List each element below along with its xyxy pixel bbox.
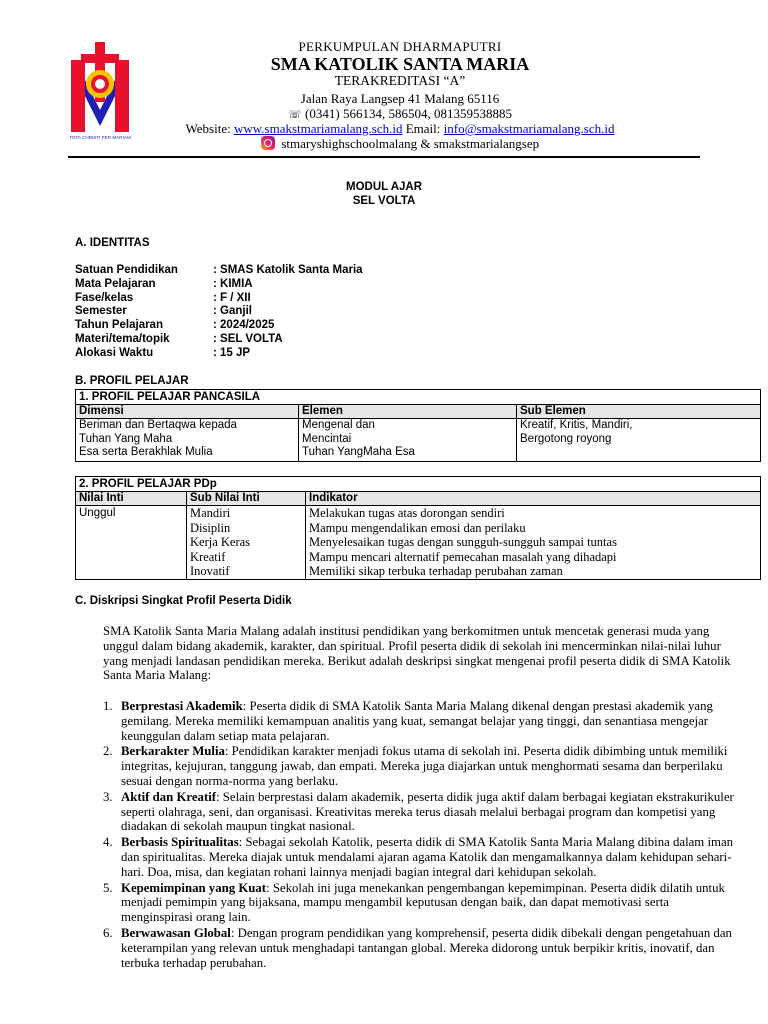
email-link[interactable]: info@smakstmariamalang.sch.id [443, 121, 615, 136]
header-divider [68, 156, 700, 158]
col-dimensi: Dimensi [76, 405, 299, 419]
pancasila-table [75, 389, 761, 462]
deskripsi-intro: SMA Katolik Santa Maria Malang adalah institusi pendidikan yang berkomitmen untuk mencetak generasi muda yang unggul dalam bidang akademik, karakter, dan spiritual. Profil peserta didik di sekolah ini mencerminkan nilai-nilai luhur yang menjadi landasan pendidikan mereka. Berikut adalah deskripsi singkat mengenai profil peserta didik di SMA Katolik Santa Maria Malang: [103, 624, 731, 683]
col-indikator: Indikator [306, 492, 761, 506]
dimensi-cell: Beriman dan Bertaqwa kepada Tuhan Yang Maha Esa serta Berakhlak Mulia [76, 419, 299, 462]
identitas-row: Tahun Pelajaran : 2024/2025 [75, 319, 275, 332]
school-address: Jalan Raya Langsep 41 Malang 65116 [300, 91, 500, 106]
sub-nilai-cell: Mandiri Disiplin Kerja Keras Kreatif Inovatif [187, 506, 306, 580]
email-label: Email: [402, 121, 444, 136]
school-logo [68, 40, 132, 144]
identitas-row: Fase/kelas : F / XII [75, 291, 251, 304]
profil-list [103, 699, 735, 971]
list-item: 4. Berbasis Spiritualitas: Sebagai sekolah Katolik, peserta didik di SMA Katolik Santa Maria Malang dibina dalam iman dan spiritualitas. Mereka diajak untuk mendalami ajaran agama Katolik dan mengamalkannya dalam kehidupan sehari-hari. Doa, misa, dan kegiatan rohani lainnya menjadi bagian integral dari kehidupan sekolah. [103, 835, 734, 879]
instagram-line [150, 136, 650, 152]
section-deskripsi-heading: C. Diskripsi Singkat Profil Peserta Didik [75, 595, 292, 607]
col-sub-nilai: Sub Nilai Inti [187, 492, 306, 506]
website-label: Website: [185, 121, 234, 136]
section-profil-heading: B. PROFIL PELAJAR [75, 375, 189, 387]
col-nilai-inti: Nilai Inti [76, 492, 187, 506]
identitas-row: Semester : Ganjil [75, 305, 252, 318]
col-elemen: Elemen [299, 405, 517, 419]
col-sub-elemen: Sub Elemen [517, 405, 761, 419]
list-item: 5. Kepemimpinan yang Kuat: Sekolah ini juga menekankan pengembangan kepemimpinan. Peserta didik dilatih untuk menjadi pemimpin yang bijaksana, mampu mengambil keputusan dengan baik, dan dapat memotivasi serta menginspirasi orang lain. [103, 880, 725, 925]
logo-motto: TOTA CHRISTI PER MARIAM [69, 135, 131, 140]
identitas-row: Materi/tema/topik : SEL VOLTA [75, 332, 283, 345]
pdp-title: 2. PROFIL PELAJAR PDp [76, 477, 761, 492]
identitas-row: Satuan Pendidikan : SMAS Katolik Santa Maria [75, 264, 363, 276]
list-item: 3. Aktif dan Kreatif: Selain berprestasi dalam akademik, peserta didik juga aktif dalam berbagai kegiatan ekstrakurikuler seperti olahraga, seni, dan organisasi. Kreativitas mereka terus diasah melalui berbagai program dan kompetisi yang diadakan di sekolah maupun tingkat nasional. [103, 789, 734, 834]
doc-subtitle: SEL VOLTA [352, 195, 416, 207]
elemen-cell: Mengenal dan Mencintai Tuhan YangMaha Esa [299, 419, 517, 462]
pdp-table [75, 476, 761, 580]
phone-icon: ☏ [288, 109, 302, 121]
indikator-cell: Melakukan tugas atas dorongan sendiri Mampu mengendalikan emosi dan perilaku Menyelesaikan tugas dengan sungguh-sungguh sampai tuntas Mampu mencari alternatif pemecahan masalah yang dihadapi Memiliki sikap terbuka terhadap perubahan zaman [306, 506, 761, 580]
org-name: PERKUMPULAN DHARMAPUTRI [298, 39, 502, 54]
sub-elemen-cell: Kreatif, Kritis, Mandiri, Bergotong royong [517, 419, 761, 462]
school-name: SMA KATOLIK SANTA MARIA [270, 54, 530, 74]
list-item: 2. Berkarakter Mulia: Pendidikan karakter menjadi fokus utama di sekolah ini. Peserta didik dibimbing untuk memiliki integritas, kejujuran, tanggung jawab, dan empati. Mereka juga diajarkan untuk menghormati sesama dan berperilaku sesuai dengan norma-norma yang berlaku. [103, 744, 728, 788]
contact-line [150, 121, 650, 137]
identitas-row: Mata Pelajaran : KIMIA [75, 277, 253, 290]
nilai-inti-cell: Unggul [76, 506, 187, 580]
identitas-row: Alokasi Waktu : 15 JP [75, 346, 251, 359]
section-identitas-heading: A. IDENTITAS [75, 237, 150, 249]
list-item: 1. Berprestasi Akademik: Peserta didik di SMA Katolik Santa Maria Malang dikenal dengan prestasi akademik yang gemilang. Mereka memiliki kemampuan analitis yang kuat, semangat belajar yang tinggi, dan senantiasa mengejar keunggulan dalam setiap mata pelajaran. [103, 699, 713, 743]
pancasila-title: 1. PROFIL PELAJAR PANCASILA [76, 390, 761, 405]
school-phone [150, 106, 650, 122]
list-item: 6. Berwawasan Global: Dengan program pendidikan yang komprehensif, peserta didik dibekali dengan pengetahuan dan keterampilan yang relevan untuk menghadapi tantangan global. Mereka didorong untuk berpikir kritis, inovatif, dan terbuka terhadap perubahan. [103, 925, 732, 970]
accreditation: TERAKREDITASI “A” [334, 73, 466, 88]
instagram-accounts: stmaryshighschoolmalang & smakstmarialangsep [281, 136, 540, 151]
identitas-list [75, 264, 363, 361]
phone-numbers: (0341) 566134, 586504, 081359538885 [305, 106, 512, 121]
doc-title: MODUL AJAR [345, 181, 423, 193]
website-link[interactable]: www.smakstmariamalang.sch.id [233, 121, 403, 136]
instagram-icon [261, 136, 275, 150]
